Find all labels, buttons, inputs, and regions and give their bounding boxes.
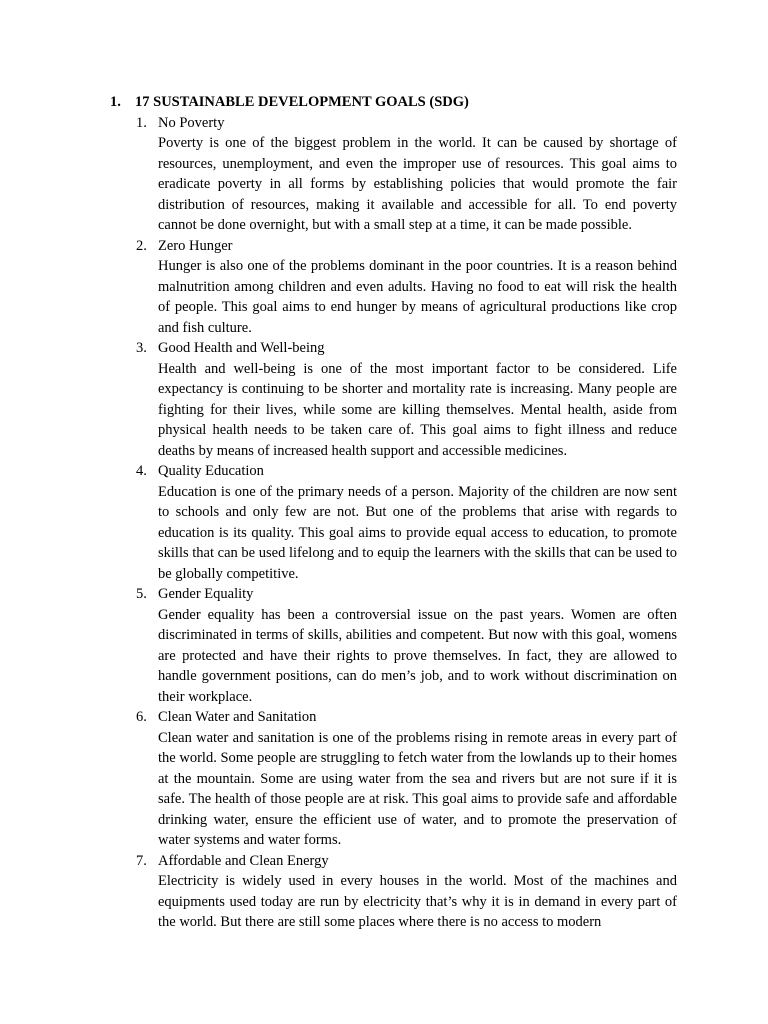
goal-title: Clean Water and Sanitation <box>158 709 317 725</box>
goal-item <box>110 113 677 236</box>
goal-number: 7. <box>136 852 147 869</box>
section-heading-number: 1. <box>110 94 121 110</box>
goal-title: Good Health and Well-being <box>158 340 325 356</box>
goal-number: 1. <box>136 114 147 131</box>
goal-number: 2. <box>136 237 147 254</box>
goal-title: Zero Hunger <box>158 237 233 254</box>
goal-item <box>110 707 677 851</box>
goal-title: Affordable and Clean Energy <box>158 852 329 869</box>
goal-number: 4. <box>136 463 147 479</box>
goal-text: Hunger is also one of the problems dominant in the poor countries. It is a reason behind malnutrition among children and even adults. Having no food to eat will risk the health of people. This goal aims to end hunger by means of agricultural productions like crop and fish culture. <box>158 258 677 336</box>
goal-item <box>110 338 677 461</box>
goal-item <box>110 851 677 933</box>
goal-item <box>110 236 677 339</box>
goal-text: Health and well-being is one of the most important factor to be considered. Life expectancy is continuing to be shorter and mortality rate is increasing. Many people are fighting for their lives, while some are killing themselves. Mental health, aside from physical health needs to be taken care of. This goal aims to fight illness and reduce deaths by means of increased health support and accessible medicines. <box>158 360 677 459</box>
goal-item <box>110 584 677 707</box>
goal-text: Clean water and sanitation is one of the problems rising in remote areas in every part of the world. Some people are struggling to fetch water from the lowlands up to their homes at the mountain. Some are using water from the sea and rivers but are not sure if it is safe. The health of those people are at risk. This goal aims to provide safe and affordable drinking water, ensure the efficient use of water, and to promote the preservation of water systems and water forms. <box>158 729 677 848</box>
goal-number: 3. <box>136 340 147 356</box>
goal-text: Poverty is one of the biggest problem in the world. It can be caused by shortage of resources, unemployment, and even the improper use of resources. This goal aims to eradicate poverty in all forms by establishing policies that would promote the fair distribution of resources, making it available and accessible for all. To end poverty cannot be done overnight, but with a small step at a time, it can be made possible. <box>158 135 677 233</box>
goal-text: Gender equality has been a controversial issue on the past years. Women are often discriminated in terms of skills, abilities and competent. But now with this goal, womens are protected and have their rights to prove themselves. In fact, they are allowed to handle government positions, can do men’s job, and to work without discrimination on their workplace. <box>158 606 677 705</box>
goal-title: Quality Education <box>158 463 264 479</box>
goal-text: Electricity is widely used in every houses in the world. Most of the machines and equipments used today are run by electricity that’s why it is in demand in every part of the world. But there are still some places where there is no access to modern <box>158 873 677 930</box>
goal-number: 6. <box>136 709 147 725</box>
section-heading-title: 17 SUSTAINABLE DEVELOPMENT GOALS (SDG) <box>135 94 469 110</box>
goal-title: Gender Equality <box>158 586 254 602</box>
goal-title: No Poverty <box>158 114 225 131</box>
goal-number: 5. <box>136 586 147 602</box>
goal-text: Education is one of the primary needs of a person. Majority of the children are now sent to schools and only few are not. But one of the problems that arise with regards to education is its quality. This goal aims to provide equal access to education, to promote skills that can be used lifelong and to equip the learners with the skills that can be used to be globally competitive. <box>158 483 677 582</box>
goals-list <box>110 113 677 933</box>
document-content <box>110 92 677 933</box>
section-heading <box>110 92 677 113</box>
goal-item <box>110 461 677 584</box>
